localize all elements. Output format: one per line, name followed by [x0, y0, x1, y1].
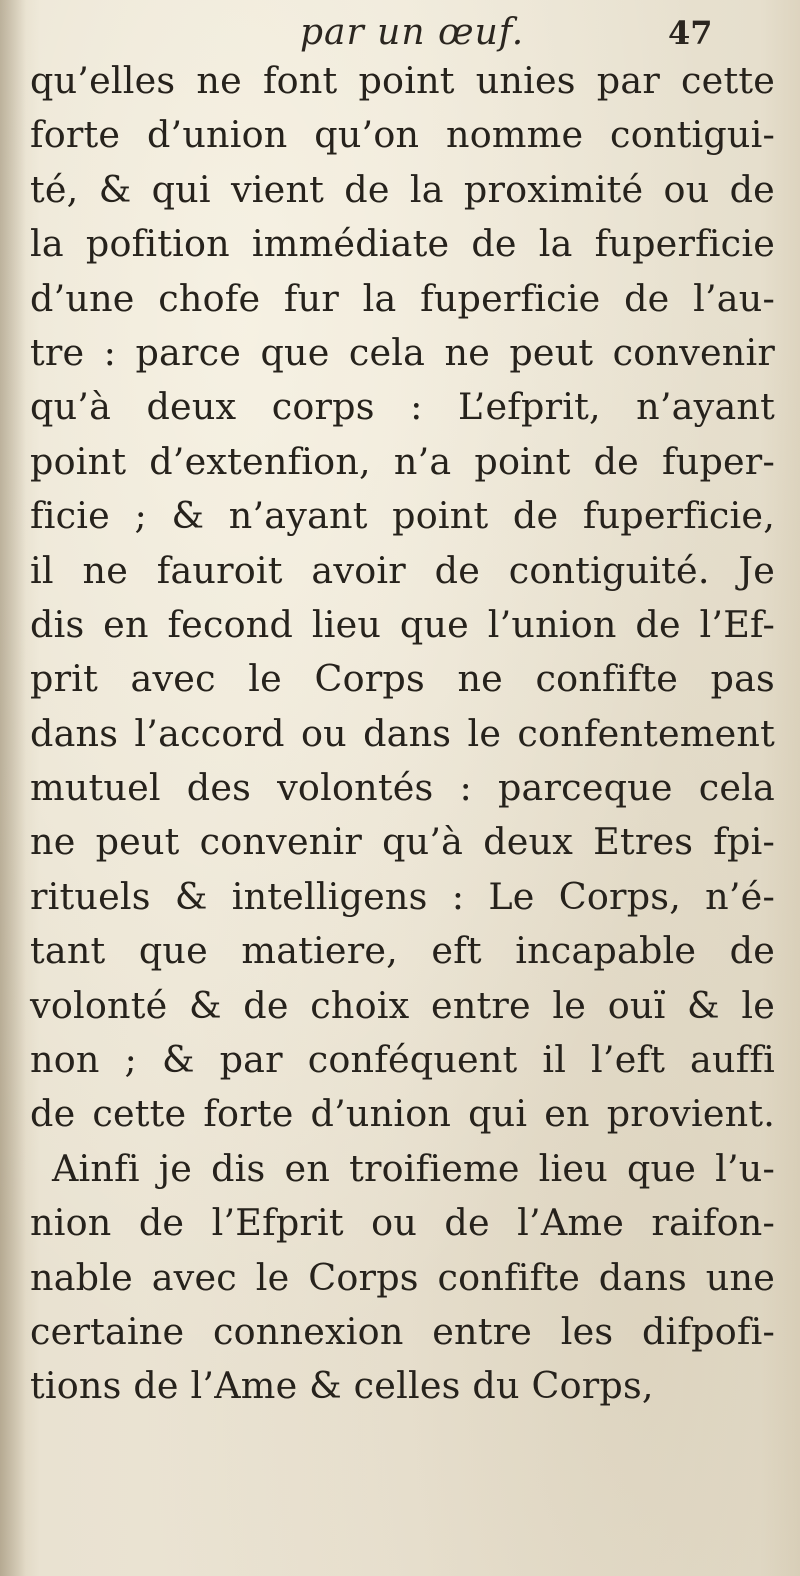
running-head: par un œuf. [300, 12, 525, 53]
text-line: Ainfi je dis en troifieme lieu que l’u- [52, 1146, 775, 1190]
text-line: volonté & de choix entre le ouï & le [30, 983, 775, 1027]
text-line: tions de l’Ame & celles du Corps, [30, 1364, 654, 1408]
text-line: d’une chofe fur la fuperficie de l’au- [30, 276, 775, 320]
page-gutter-shadow [0, 0, 26, 1576]
text-line: qu’elles ne font point unies par cette [30, 59, 775, 102]
page-number: 47 [668, 14, 713, 52]
text-line: nable avec le Corps confifte dans une [30, 1255, 775, 1299]
body-text [30, 54, 775, 1414]
text-line: dans l’accord ou dans le confentement [30, 711, 775, 755]
page-header [0, 6, 800, 58]
text-line: dis en fecond lieu que l’union de l’Ef- [30, 602, 775, 646]
text-line: prit avec le Corps ne confifte pas [30, 657, 775, 701]
text-line: ne peut convenir qu’à deux Etres fpi- [30, 820, 775, 864]
text-line: non ; & par conféquent il l’eft auffi [30, 1038, 775, 1082]
text-line: point d’extenfion, n’a point de fuper- [30, 439, 775, 483]
text-line: rituels & intelligens : Le Corps, n’é- [30, 874, 775, 918]
text-line: mutuel des volontés : parceque cela [30, 766, 775, 810]
text-line: nion de l’Efprit ou de l’Ame raifon- [30, 1201, 775, 1245]
text-line: té, & qui vient de la proximité ou de [30, 167, 775, 211]
text-line: certaine connexion entre les difpofi- [30, 1309, 775, 1353]
text-line: qu’à deux corps : L’efprit, n’ayant [30, 385, 775, 429]
text-line: il ne fauroit avoir de contiguité. Je [30, 548, 775, 592]
text-line: tant que matiere, eft incapable de [30, 929, 775, 973]
text-line: la pofition immédiate de la fuperficie [30, 222, 775, 266]
text-line: forte d’union qu’on nomme contigui- [30, 113, 775, 157]
text-line: de cette forte d’union qui en provient. [30, 1092, 775, 1136]
text-line: ficie ; & n’ayant point de fuperficie, [30, 494, 775, 538]
text-line: tre : parce que cela ne peut convenir [30, 330, 775, 374]
